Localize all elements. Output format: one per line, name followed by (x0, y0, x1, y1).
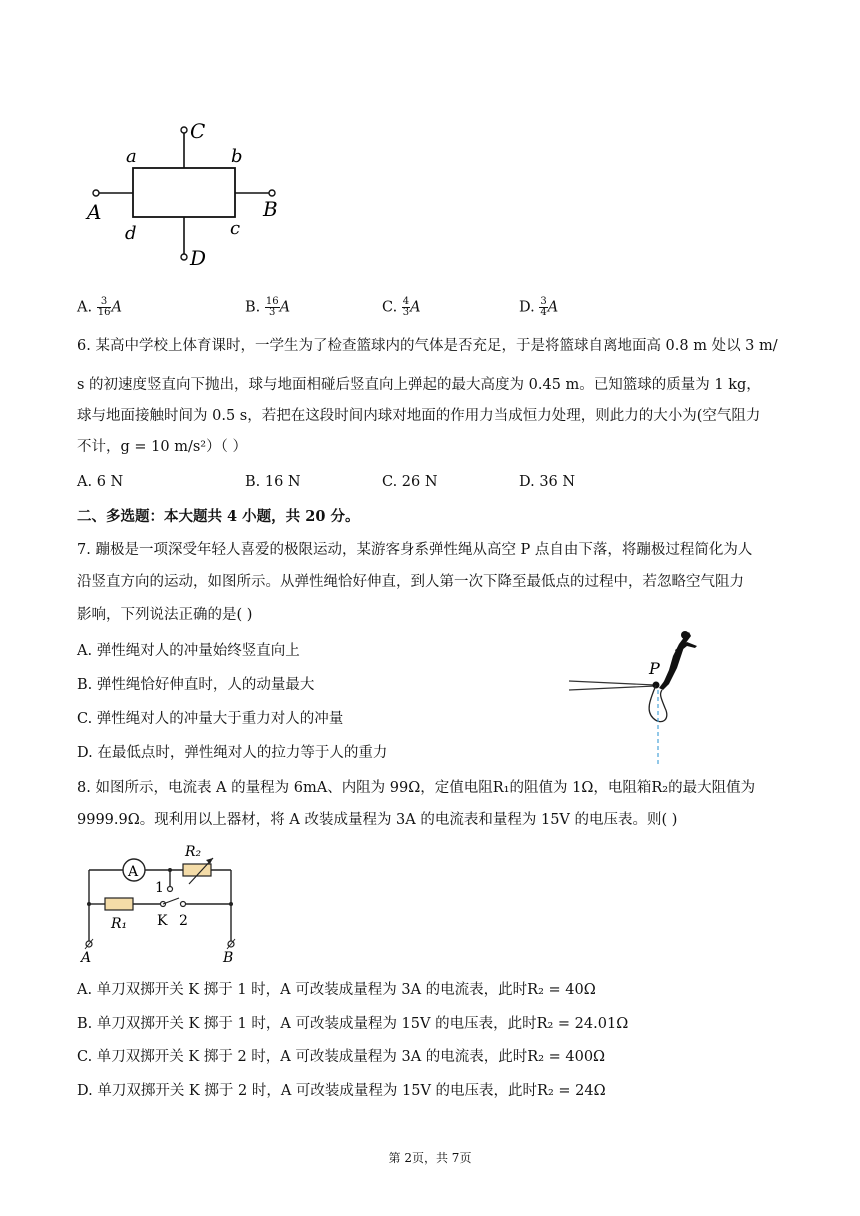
label-a: a (126, 146, 137, 167)
q6-option-a: A. 6 N (77, 474, 124, 490)
r1-label: R₁ (111, 916, 128, 932)
q5-option-c: C. $\frac{4}{3}$ A (382, 296, 421, 318)
terminal-b-label: B (223, 950, 234, 966)
section-heading-multiple-choice: 二、多选题：本大题共 4 小题，共 20 分。 (77, 508, 360, 525)
q7-option-a: A. 弹性绳对人的冲量始终竖直向上 (77, 643, 300, 659)
q6-option-c: C. 26 N (382, 474, 438, 490)
q8-option-a: A. 单刀双掷开关 K 掷于 1 时，A 可改装成量程为 3A 的电流表，此时R₂ = 40Ω (77, 982, 596, 998)
label-b: b (231, 146, 243, 167)
switch-pos-1-label: 1 (155, 880, 164, 896)
page-footer: 第 2页，共 7页 (388, 1151, 472, 1165)
q8-stem-line-2: 9999.9Ω。现利用以上器材，将 A 改装成量程为 3A 的电流表和量程为 15V 的电压表。则( ) (77, 812, 678, 828)
q7-stem-line-3: 影响，下列说法正确的是( ) (77, 607, 253, 623)
switch-pos-2-label: 2 (179, 913, 188, 929)
point-p-label: P (649, 659, 660, 678)
q6-stem-line-2: s 的初速度竖直向下抛出，球与地面相碰后竖直向上弹起的最大高度为 0.45 m。已知篮球的质量为 1 kg， (77, 377, 761, 393)
q6-option-d: D. 36 N (519, 474, 576, 490)
label-C: C (190, 119, 206, 143)
q8-option-c: C. 单刀双掷开关 K 掷于 2 时，A 可改装成量程为 3A 的电流表，此时R₂ = 400Ω (77, 1049, 606, 1065)
q7-stem-line-2: 沿竖直方向的运动，如图所示。从弹性绳恰好伸直，到人第一次下降至最低点的过程中，若忽略空气阻力 (77, 574, 744, 590)
label-A: A (87, 200, 102, 224)
q7-option-c: C. 弹性绳对人的冲量大于重力对人的冲量 (77, 711, 344, 727)
label-d: d (125, 223, 137, 244)
q6-stem-line-1: 6. 某高中学校上体育课时，一学生为了检查篮球内的气体是否充足，于是将篮球自离地面高 0.8 m 处以 3 m/ (77, 338, 778, 354)
q6-stem-line-4: 不计，g = 10 m/s²）（ ） (77, 439, 247, 455)
q8-option-d: D. 单刀双掷开关 K 掷于 2 时，A 可改装成量程为 15V 的电压表，此时R₂ = 24Ω (77, 1083, 606, 1099)
q8-stem-line-1: 8. 如图所示，电流表 A 的量程为 6mA、内阻为 99Ω，定值电阻R₁的阻值为 1Ω，电阻箱R₂的最大阻值为 (77, 780, 756, 796)
q6-stem-line-3: 球与地面接触时间为 0.5 s，若把在这段时间内球对地面的作用力当成恒力处理，则此力的大小为(空气阻力 (77, 408, 761, 424)
q8-circuit-figure (75, 838, 245, 968)
ammeter-label: A (128, 864, 139, 880)
label-B: B (263, 197, 278, 221)
q5-circuit-figure (80, 118, 300, 273)
q7-option-d: D. 在最低点时，弹性绳对人的拉力等于人的重力 (77, 745, 388, 761)
label-D: D (190, 246, 207, 270)
label-c: c (230, 218, 241, 239)
q7-option-b: B. 弹性绳恰好伸直时，人的动量最大 (77, 677, 315, 693)
q5-option-d: D. $\frac{3}{4}$ A (519, 296, 559, 318)
q5-option-a: A. $\frac{3}{16}$ A (77, 296, 122, 318)
q7-bungee-figure (565, 628, 705, 766)
q6-option-b: B. 16 N (245, 474, 301, 490)
q7-stem-line-1: 7. 蹦极是一项深受年轻人喜爱的极限运动，某游客身系弹性绳从高空 P 点自由下落，将蹦极过程简化为人 (77, 542, 753, 558)
q5-option-b: B. $\frac{16}{3}$ A (245, 296, 291, 318)
switch-k-label: K (157, 913, 168, 929)
q8-option-b: B. 单刀双掷开关 K 掷于 1 时，A 可改装成量程为 15V 的电压表，此时R₂ = 24.01Ω (77, 1016, 629, 1032)
r2-label: R₂ (185, 844, 202, 860)
terminal-a-label: A (81, 950, 92, 966)
